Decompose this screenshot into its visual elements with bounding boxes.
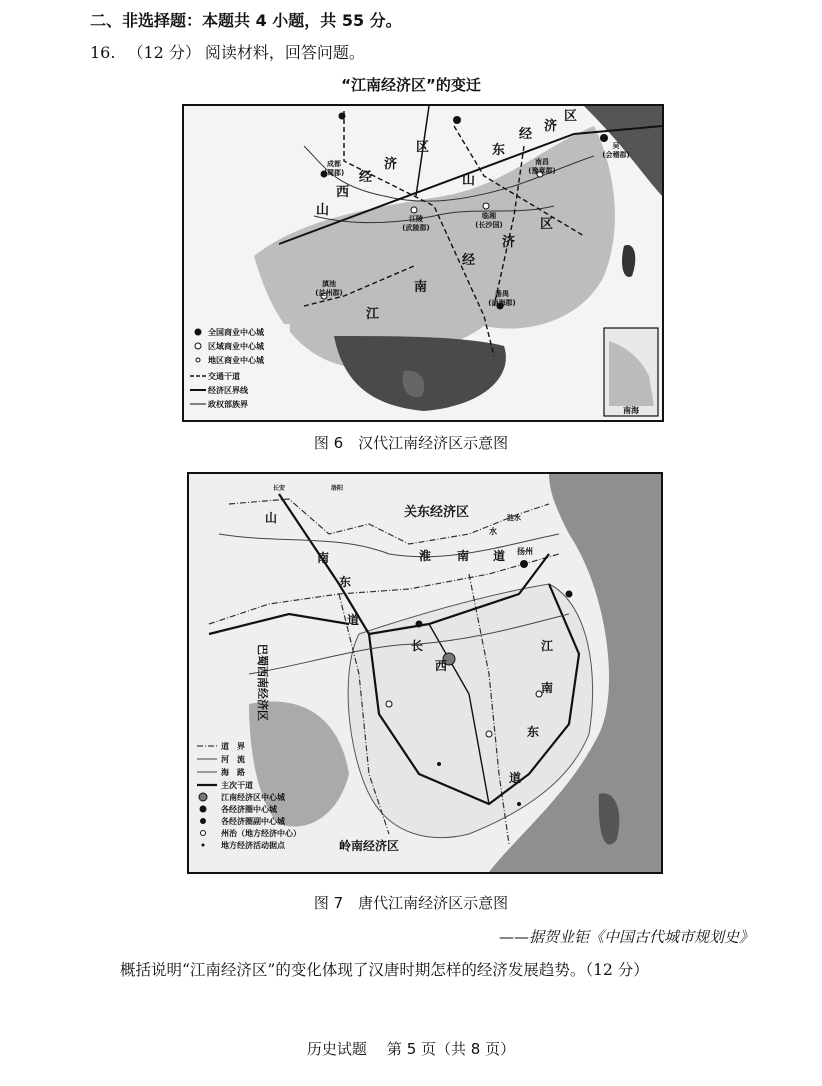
fig6-region-label: 经 [359, 170, 373, 185]
fig7-map-label: 淮 [419, 549, 432, 563]
fig6-region-label: 区 [540, 217, 554, 232]
fig7-legend-symbol [200, 806, 207, 813]
figure6-map [182, 104, 664, 422]
fig6-place-label: (武陵郡) [402, 224, 430, 232]
fig7-region-label: 岭南经济区 [339, 839, 400, 853]
figure6-caption: 图 6 汉代江南经济区示意图 [313, 434, 509, 452]
fig6-legend-label: 全国商业中心城 [208, 328, 264, 337]
fig6-city-linxiang [483, 203, 489, 209]
fig6-legend-symbol [196, 358, 200, 362]
fig6-city-wu [600, 134, 608, 142]
fig7-map-label: 长 [411, 639, 424, 653]
fig6-region-label: 经 [519, 127, 533, 142]
fig7-legend-symbol [200, 818, 206, 824]
fig7-map-label: 道 [509, 771, 522, 785]
fig6-place-label: (南海郡) [488, 299, 516, 307]
figure7-map [187, 472, 663, 874]
fig7-map-label: 长安 [273, 485, 286, 492]
fig6-place-label: 滇池 [322, 280, 336, 288]
fig7-legend-symbol [199, 793, 207, 801]
fig7-map-label: 江 [541, 639, 554, 653]
fig7-city-point [517, 802, 521, 806]
fig6-legend-symbol [195, 343, 201, 349]
fig7-legend-label: 海 路 [221, 768, 245, 777]
fig7-legend-label: 江南经济区中心城 [221, 793, 285, 802]
fig7-legend-label: 河 流 [221, 755, 245, 764]
fig7-legend-label: 主次干道 [221, 781, 253, 790]
section-title: 二、非选择题：本题共 4 小题，共 55 分。 [90, 11, 402, 30]
fig7-map-label: 南 [541, 681, 554, 695]
fig7-map-label: 南 [317, 551, 330, 565]
fig7-map-label: 水 [489, 527, 497, 536]
fig6-legend-symbol [195, 329, 202, 336]
fig6-place-label: (豫章郡) [528, 167, 556, 175]
fig7-map-label: 山 [265, 511, 278, 525]
question-header [90, 40, 377, 63]
fig6-legend-label: 交通干道 [208, 372, 240, 381]
figure7-svg [189, 474, 661, 872]
fig7-region-label: 巴蜀西南经济区 [256, 644, 269, 721]
fig7-city-circle [566, 591, 573, 598]
fig6-region-label: 区 [416, 140, 430, 155]
fig6-place-label: 吴 [612, 142, 620, 150]
fig7-map-label: 道 [347, 613, 360, 627]
fig7-region-label: 关东经济区 [404, 505, 470, 520]
fig6-region-label: 山 [462, 173, 476, 188]
fig7-city-circle [416, 621, 423, 628]
fig6-place-label: 番禺 [495, 290, 509, 298]
fig7-legend-symbol [201, 831, 206, 836]
fig7-map-label: 西 [435, 659, 448, 673]
question-points: （12 分） [127, 43, 201, 62]
fig6-region-label: 山 [316, 203, 330, 218]
fig6-region-label: 区 [564, 109, 578, 124]
question-prompt: 概括说明“江南经济区”的变化体现了汉唐时期怎样的经济发展趋势。（12 分） [120, 961, 649, 979]
fig6-city-jiangling [411, 207, 417, 213]
fig6-place-label: (益州郡) [315, 289, 343, 297]
fig6-region-label: 济 [544, 119, 558, 134]
fig6-place-label: (会稽郡) [602, 151, 630, 159]
fig7-map-label: 东 [527, 725, 540, 739]
footer-page: 第 5 页（共 8 页） [386, 1040, 516, 1058]
fig7-city-prefecture [486, 731, 492, 737]
question-number: 16. [90, 43, 116, 62]
figure7-caption: 图 7 唐代江南经济区示意图 [313, 894, 509, 912]
fig6-region-label: 经 [462, 253, 476, 268]
fig7-city-point [437, 762, 441, 766]
fig7-map-label: 扬州 [517, 547, 533, 556]
fig7-city-yangzhou [520, 560, 528, 568]
fig6-place-label: 江陵 [409, 215, 423, 223]
fig6-legend-label: 经济区界线 [208, 386, 248, 395]
source-note: ——据贺业钜《中国古代城市规划史》 [498, 928, 754, 946]
fig6-region-label: 济 [384, 157, 398, 172]
fig6-region-label: 西 [336, 185, 350, 200]
fig6-legend-label: 区域商业中心城 [208, 342, 264, 351]
material-title: “江南经济区”的变迁 [341, 76, 481, 94]
fig6-region-label: 南 [414, 280, 428, 295]
fig6-place-label: (蜀郡) [323, 169, 345, 177]
fig7-map-label: 道 [493, 549, 506, 563]
fig6-legend-label: 政权部族界 [208, 400, 248, 409]
fig6-region-label: 东 [492, 143, 506, 158]
fig6-inset-label: 南海 [623, 406, 639, 415]
fig7-legend-label: 地方经济活动据点 [221, 841, 285, 850]
fig7-legend-label: 各经济圈中心城 [221, 805, 277, 814]
fig7-city-prefecture [386, 701, 392, 707]
question-instruction: 阅读材料，回答问题。 [204, 43, 365, 62]
fig7-legend-label: 道 界 [221, 742, 245, 751]
fig6-region-label: 济 [502, 235, 516, 250]
figure6-svg [184, 106, 662, 420]
fig6-place-label: 成都 [327, 160, 341, 168]
footer-subject: 历史试题 [306, 1040, 367, 1058]
fig7-map-label: 东 [339, 575, 352, 589]
fig7-legend-label: 州治（地方经济中心） [221, 829, 301, 838]
fig7-map-label: 洛阳 [331, 485, 344, 492]
fig6-place-label: 临湘 [482, 212, 496, 220]
fig6-city-national-2 [453, 116, 461, 124]
fig6-region-label: 江 [366, 307, 380, 322]
fig7-legend-symbol [202, 844, 205, 847]
fig6-legend-label: 地区商业中心城 [208, 356, 264, 365]
fig6-city-national-1 [339, 113, 346, 120]
fig7-map-label: 南 [457, 549, 470, 563]
fig6-place-label: (长沙国) [475, 221, 503, 229]
fig7-map-label: 涟水 [507, 514, 521, 522]
fig7-legend-label: 各经济圈副中心城 [221, 817, 285, 826]
page-footer [0, 1038, 822, 1059]
fig6-place-label: 南昌 [535, 158, 549, 166]
